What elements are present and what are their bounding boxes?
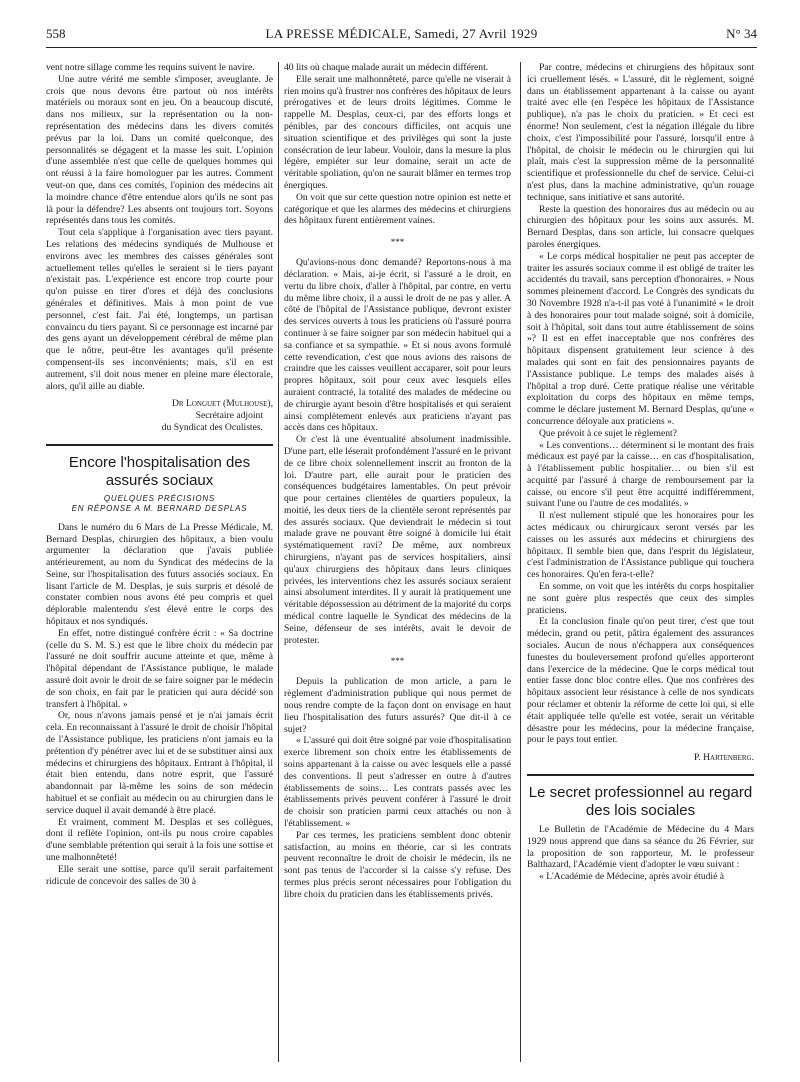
author-affiliation: du Syndicat des Oculistes.	[161, 421, 263, 433]
column-divider	[520, 62, 521, 1062]
paragraph: Dans le numéro du 6 Mars de La Presse Médicale, M. Bernard Desplas, chirurgien des hôpitaux, a bien voulu argumenter la déclaration que j'avais publiée antérieurement, au nom du Syndicat des médecins de la Seine, sur l'hospitalisation des futurs associés sociaux. En lisant l'article de M. Desplas, je suis surpris et désolé de constater combien nous avons été peu compris et quel déplorable malentendu s'est élevé entre le corps des hôpitaux et nos syndiqués.	[46, 521, 273, 628]
paragraph: Il n'est nullement stipulé que les honoraires pour les actes médicaux ou chirurgicaux seront versés par les caisses ou les assurés aux médecins et chirurgiens des hôpitaux. Il semble bien que, dans l'esprit du législateur, c'est l'administration de l'Assistance publique qui touchera ces honoraires. Qu'en fera-t-elle?	[527, 510, 754, 581]
page-header	[46, 26, 757, 46]
column-2	[284, 62, 511, 901]
paragraph: Le Bulletin de l'Académie de Médecine du 4 Mars 1929 nous apprend que dans sa séance du 26 Février, sur la proposition de son rapporteur, M. le professeur Balthazard, l'Académie vient d'adopter le vœu suivant :	[527, 824, 754, 871]
section-rule	[46, 444, 273, 446]
column-divider	[278, 62, 279, 1062]
paragraph: Depuis la publication de mon article, a paru le règlement d'administration publique qui nous permet de nous rendre compte de la façon dont on envisage en haut lieu l'hospitalisation des futurs assurés? Que dit-il à ce sujet?	[284, 676, 511, 735]
subtitle-line: QUELQUES PRÉCISIONS	[103, 493, 216, 503]
section-separator: ***	[390, 656, 405, 667]
header-rule	[46, 47, 757, 48]
article-title: Encore l'hospitalisation des assurés sociaux	[68, 453, 251, 489]
signature-block	[46, 398, 273, 433]
section-rule	[527, 774, 754, 776]
section-separator: ***	[390, 237, 405, 248]
paragraph: Et vraiment, comment M. Desplas et ses collègues, dont il reflète l'opinion, ont-ils pu nous croire capables d'une semblable prétention qui serait à la fois une sottise et une malhonnêteté!	[46, 816, 273, 864]
article-title: Le secret professionnel au regard des lois sociales	[528, 784, 753, 820]
journal-title: LA PRESSE MÉDICALE, Samedi, 27 Avril 1929	[265, 26, 538, 41]
author-name: Dr Longuet (Mulhouse),	[171, 398, 273, 410]
signature-block	[527, 752, 754, 764]
paragraph: En effet, notre distingué confrère écrit : « Sa doctrine (celle du S. M. S.) est que le libre choix du médecin par l'assuré ne doit souffrir aucune atteinte et que, même à l'hôpital dépendant de l'Assistance publique, le malade assuré doit avoir le droit de se faire soigner par le médecin de son choix, en fait par le praticien qui aura décidé son transfert à l'hôpital. »	[46, 627, 273, 710]
paragraph: Or, nous n'avons jamais pensé et je n'ai jamais écrit cela. En reconnaissant à l'assuré le droit de choisir l'hôpital de l'Assistance publique, les praticiens n'ont jamais eu la prétention d'y pénétrer avec lui et de se substituer ainsi aux médecins et chirurgiens des hôpitaux. Entrant à l'hôpital, il était bien entendu, dans notre esprit, que l'assuré abandonnait par là-même les soins de son médecin habituel et se confiait au médecin ou au chirurgien dans le service duquel il avait demandé à être placé.	[46, 710, 273, 816]
column-1	[46, 62, 273, 887]
paragraph: Tout cela s'applique à l'organisation avec tiers payant. Les relations des médecins syndiqués de Mulhouse et environs avec les membres des caisses générales sont actuellement telles qu'elles le seraient si le tiers payant n'existait pas. L'expérience est encore trop courte pour qu'on puisse en tirer d'ores et déjà des conclusions générales et définitives. Mais à mon point de vue personnel, c'est fait. J'ai été, longtemps, un partisan convaincu du tiers payant. Si ce personnage est incarné par des gens ayant un développement cérébral de même plan que le nôtre, peut-être les avantages qu'il présente compensent-ils ses inconvénients; mais, s'il en est autrement, s'il doit nous mener en pleine mare électorale, alors, qu'il aille au diable.	[46, 227, 273, 392]
paragraph: Qu'avions-nous donc demandé? Reportons-nous à ma déclaration. « Mais, ai-je écrit, si l'assuré a le droit, en vertu du libre choix, d'aller à l'hôpital, par contre, en vertu du même libre choix, il a aussi le droit de ne pas y aller. A côté de l'hôpital de l'Assistance publique, devront exister des services ouverts à tous les praticiens où l'assuré pourra continuer à se faire soigner par son médecin habituel qui a sa confiance et sa sympathie. » Et si nous avons formulé cette revendication, c'est que nous avions des raisons de craindre que les caisses veuillent accaparer, soit pour leurs propres hôpitaux, soit pour ceux avec lesquels elles auraient contracté, la totalité des malades de médecine ou de chirurgie ayant besoin d'être hospitalisés et qui seraient ainsi complètement enlevés aux praticiens n'ayant pas accès dans ces hôpitaux.	[284, 257, 511, 434]
paragraph: « L'assuré qui doit être soigné par voie d'hospitalisation exerce librement son choix entre les établissements de soins appartenant à la caisse ou avec lesquels elle a passé des conventions. Il peut s'adresser en outre à d'autres établissements de soins… Les contrats passés avec les établissements privés peuvent conférer à l'assuré le droit de choisir son praticien parmi ceux attachés ou non à l'établissement. »	[284, 735, 511, 830]
paragraph: 40 lits où chaque malade aurait un médecin différent.	[284, 62, 489, 73]
author-name: P. Hartenberg.	[694, 752, 754, 764]
paragraph: « L'Académie de Médecine, après avoir étudié à	[539, 871, 724, 883]
paragraph: Reste la question des honoraires dus au médecin ou au chirurgien des hôpitaux pour les soins aux assurés. M. Bernard Desplas, dans son article, lui consacre quelques paroles énergiques.	[527, 203, 754, 250]
paragraph: Elle serait une malhonnêteté, parce qu'elle ne viserait à rien moins qu'à frustrer nos confrères des hôpitaux de leurs prérogatives et de leurs droits légitimes. Comme le rappelle M. Desplas, ceux-ci, par des efforts longs et pénibles, par des concours difficiles, ont acquis une situation scientifique et des privilèges qui sont la juste consécration de leur labeur. Vouloir, dans la mesure la plus légère, empiéter sur leur domaine, serait un acte de véritable spoliation, qu'on ne saurait blâmer en termes trop énergiques.	[284, 73, 511, 191]
paragraph: Par contre, médecins et chirurgiens des hôpitaux sont ici cruellement lésés. « L'assuré, dit le règlement, soigné dans un établissement appartenant à la caisse ou ayant traité avec elle (en l'espèce les hôpitaux de l'Assistance publique), n'a pas le choix du praticien. » Et ceci est énorme! Non seulement, c'est la négation illégale du libre choix, c'est l'impossibilité pour l'assuré, lorsqu'il entre à l'hôpital, de choisir le médecin ou le chirurgien qui lui plaît, mais c'est la suppression même de la personnalité scientifique et professionnelle du chef de service. Celui-ci n'est plus, dans la machine administrative, qu'un rouage technique, sans initiative et sans autorité.	[527, 62, 754, 203]
paragraph: « Le corps médical hospitalier ne peut pas accepter de traiter les assurés sociaux comme il est obligé de traiter les accidentés du travail, sans perception d'honoraires. » Nous sommes pleinement d'accord. Le Congrès des syndicats du 30 Novembre 1928 n'a-t-il pas voté à l'unanimité « le droit à des honoraires pour tout malade soigné, soit à domicile, soit à l'hôpital, soit dans tout autre établissement de soins »? Il est en effet inacceptable que nos confrères des hôpitaux dispensent gratuitement leur science à des malades qui sont en fait des pensionnaires payants de l'Assistance publique. Le temps des malades aisés à l'hôpital a trop duré. Cette pratique réalise une véritable exploitation du corps des hôpitaux en même temps, comme le déclare justement M. Bernard Desplas, qu'une « concurrence déloyale aux praticiens ».	[527, 250, 754, 427]
paragraph: Et la conclusion finale qu'on peut tirer, c'est que tout médecin, grand ou petit, pâtira également des assurances sociales. Aucun de nous n'échappera aux conséquences funestes du bouleversement profond qu'elles apporteront dans l'exercice de la médecine. Que le corps médical tout entier fasse donc bloc contre elles. Que nos confrères des hôpitaux associent leur résistance à celle de nos syndicats pour réclamer et obtenir la réforme de cette loi qui, si elle était appliquée telle qu'elle est votée, serait un véritable désastre pour les médecins, pour la médecine française, pour le pays tout entier.	[527, 616, 754, 746]
paragraph: Une autre vérité me semble s'imposer, aveuglante. Je crois que nous devons être partout où nos intérêts matériels ou moraux sont en jeu. On a beaucoup discuté, dans nos milieux, sur la représentation ou la non-représentation des médecins dans les divers comités prévus par la loi. Dans un comité quelconque, des personnalités se dégagent et la masse les suit. L'opinion d'une assemblée n'est que celle de quelques hommes qui ont réussi à la faire homologuer par les autres. Comment veut-on que, dans ces comités, l'opinion des médecins ait la moindre chance d'être entendue alors qu'ils ne sont pas là pour la défendre? Les absents ont toujours tort. Soyons représentés dans tous les comités.	[46, 73, 273, 227]
paragraph: En somme, on voit que les intérêts du corps hospitalier ne sont guère plus respectés que ceux des simples praticiens.	[527, 581, 754, 616]
paragraph: Par ces termes, les praticiens semblent donc obtenir satisfaction, au moins en théorie, car si les contrats peuvent reconnaître le droit de choisir le médecin, ils ne sont pas tenus de l'accorder si la caisse s'y refuse. Des termes plus précis seront nécessaires pour l'obligation du libre choix du praticien dans les établissements privés.	[284, 829, 511, 900]
paragraph: Elle serait une sottise, parce qu'il serait parfaitement ridicule de concevoir des salles de 30 à	[46, 863, 273, 887]
paragraph: vent notre sillage comme les requins suivent le navire.	[46, 62, 255, 73]
paragraph: Que prévoit à ce sujet le règlement?	[539, 427, 677, 439]
paragraph: « Les conventions… déterminent si le montant des frais médicaux est payé par la caisse… en cas d'hospitalisation, à l'établissement public hospitalier… ou bien s'il est acquitté par l'assuré à charge de remboursement par la caisse, ou encore s'il peut être acquitté indifféremment, suivant l'une ou l'autre de ces modalités. »	[527, 439, 754, 510]
issue-number: N° 34	[726, 26, 757, 41]
author-title: Secrétaire adjoint	[195, 410, 263, 422]
subtitle-line: EN RÉPONSE A M. BERNARD DESPLAS	[71, 503, 248, 513]
page-number: 558	[46, 26, 66, 41]
paragraph: On voit que sur cette question notre opinion est nette et catégorique et que les alarmes des médecins et chirurgiens des hôpitaux furent entièrement vaines.	[284, 191, 511, 227]
paragraph: Or c'est là une éventualité absolument inadmissible. D'une part, elle léserait profondément l'assuré en le privant de ce libre choix solennellement inscrit au fronton de la loi. D'autre part, elle aurait pour le praticien des conséquences budgétaires lamentables. On peut prévoir que pour certaines clientèles de quartiers populeux, la moitié, les deux tiers de la clientèle seront représentés par des assurés sociaux. Que deviendrait le médecin si tout malade grave ne pouvant être soigné à domicile lui était systématiquement ravi? De même, aux nombreux chirurgiens, n'ayant pas de services hospitaliers, ainsi qu'aux chirurgiens des hôpitaux dans leurs cliniques privées, les interventions chez les assurés sociaux seraient ainsi absolument interdites. Il y aurait là pratiquement une véritable dépossession au détriment de la majorité du corps médical contre laquelle le Syndicat des médecins de la Seine, défenseur de ses intérêts, avait le devoir de protester.	[284, 434, 511, 646]
article-subtitle	[46, 494, 273, 514]
column-3	[527, 62, 754, 883]
